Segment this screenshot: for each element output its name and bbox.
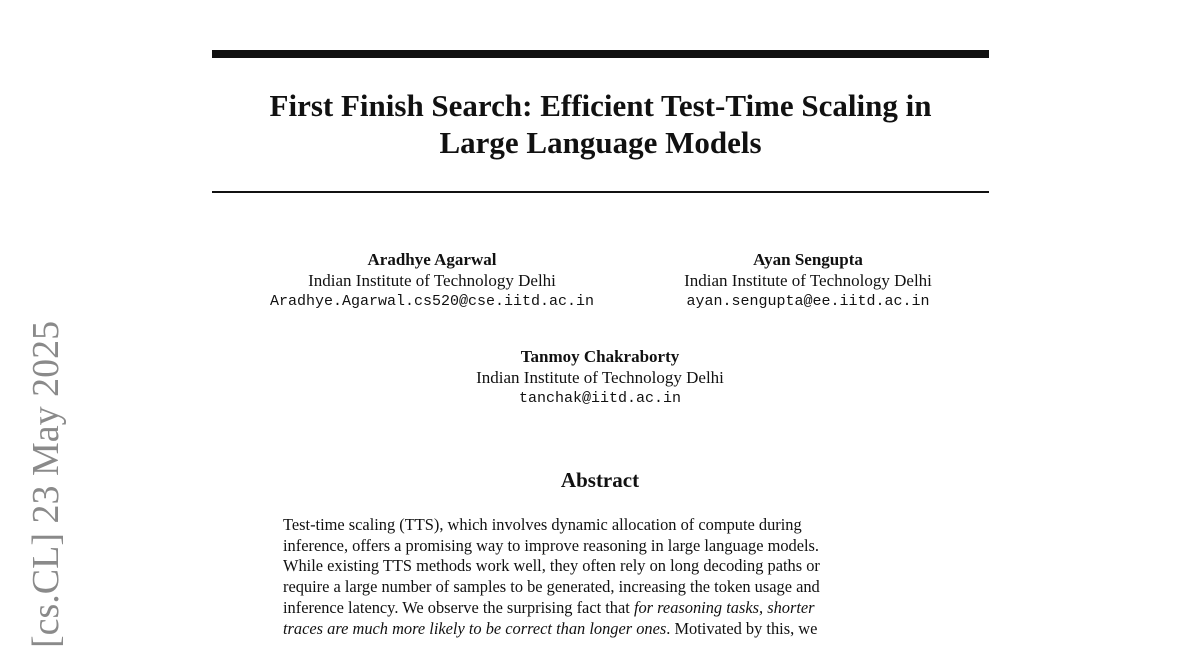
title-rule	[212, 191, 989, 193]
abstract-line: Test-time scaling (TTS), which involves dynamic allocation of compute during	[283, 515, 802, 534]
title-line-1: First Finish Search: Efficient Test-Time Scaling in	[269, 88, 932, 123]
author-block-2	[640, 249, 976, 313]
author-name: Tanmoy Chakraborty	[520, 347, 680, 366]
author-name: Ayan Sengupta	[753, 250, 863, 269]
abstract-line	[283, 619, 923, 640]
abstract-text: inference latency. We observe the surprising fact that	[283, 597, 634, 617]
author-email: tanchak@iitd.ac.in	[518, 390, 682, 407]
abstract-line	[283, 598, 923, 619]
abstract-text: . Motivated by this, we	[666, 618, 818, 638]
author-affiliation: Indian Institute of Technology Delhi	[308, 271, 556, 290]
author-affiliation: Indian Institute of Technology Delhi	[476, 368, 724, 387]
author-block-3	[400, 346, 800, 410]
author-email: ayan.sengupta@ee.iitd.ac.in	[686, 293, 930, 310]
abstract-line: require a large number of samples to be generated, increasing the token usage and	[283, 577, 820, 597]
arxiv-stamp: [cs.CL] 23 May 2025	[25, 320, 67, 648]
title-line-2: Large Language Models	[439, 125, 762, 160]
abstract-emphasis: for reasoning tasks, shorter	[633, 597, 815, 617]
abstract-body	[283, 515, 923, 639]
abstract-line: While existing TTS methods work well, they often rely on long decoding paths or	[283, 556, 820, 576]
author-email: Aradhye.Agarwal.cs520@cse.iitd.ac.in	[269, 293, 595, 310]
top-rule	[212, 50, 989, 58]
author-block-1	[232, 249, 632, 313]
paper-title	[212, 87, 989, 161]
abstract-emphasis: traces are much more likely to be correct than longer ones	[283, 618, 667, 638]
abstract-line: inference, offers a promising way to improve reasoning in large language models.	[283, 535, 820, 555]
abstract-heading: Abstract	[560, 468, 640, 492]
author-name: Aradhye Agarwal	[367, 250, 497, 269]
author-affiliation: Indian Institute of Technology Delhi	[684, 271, 932, 290]
